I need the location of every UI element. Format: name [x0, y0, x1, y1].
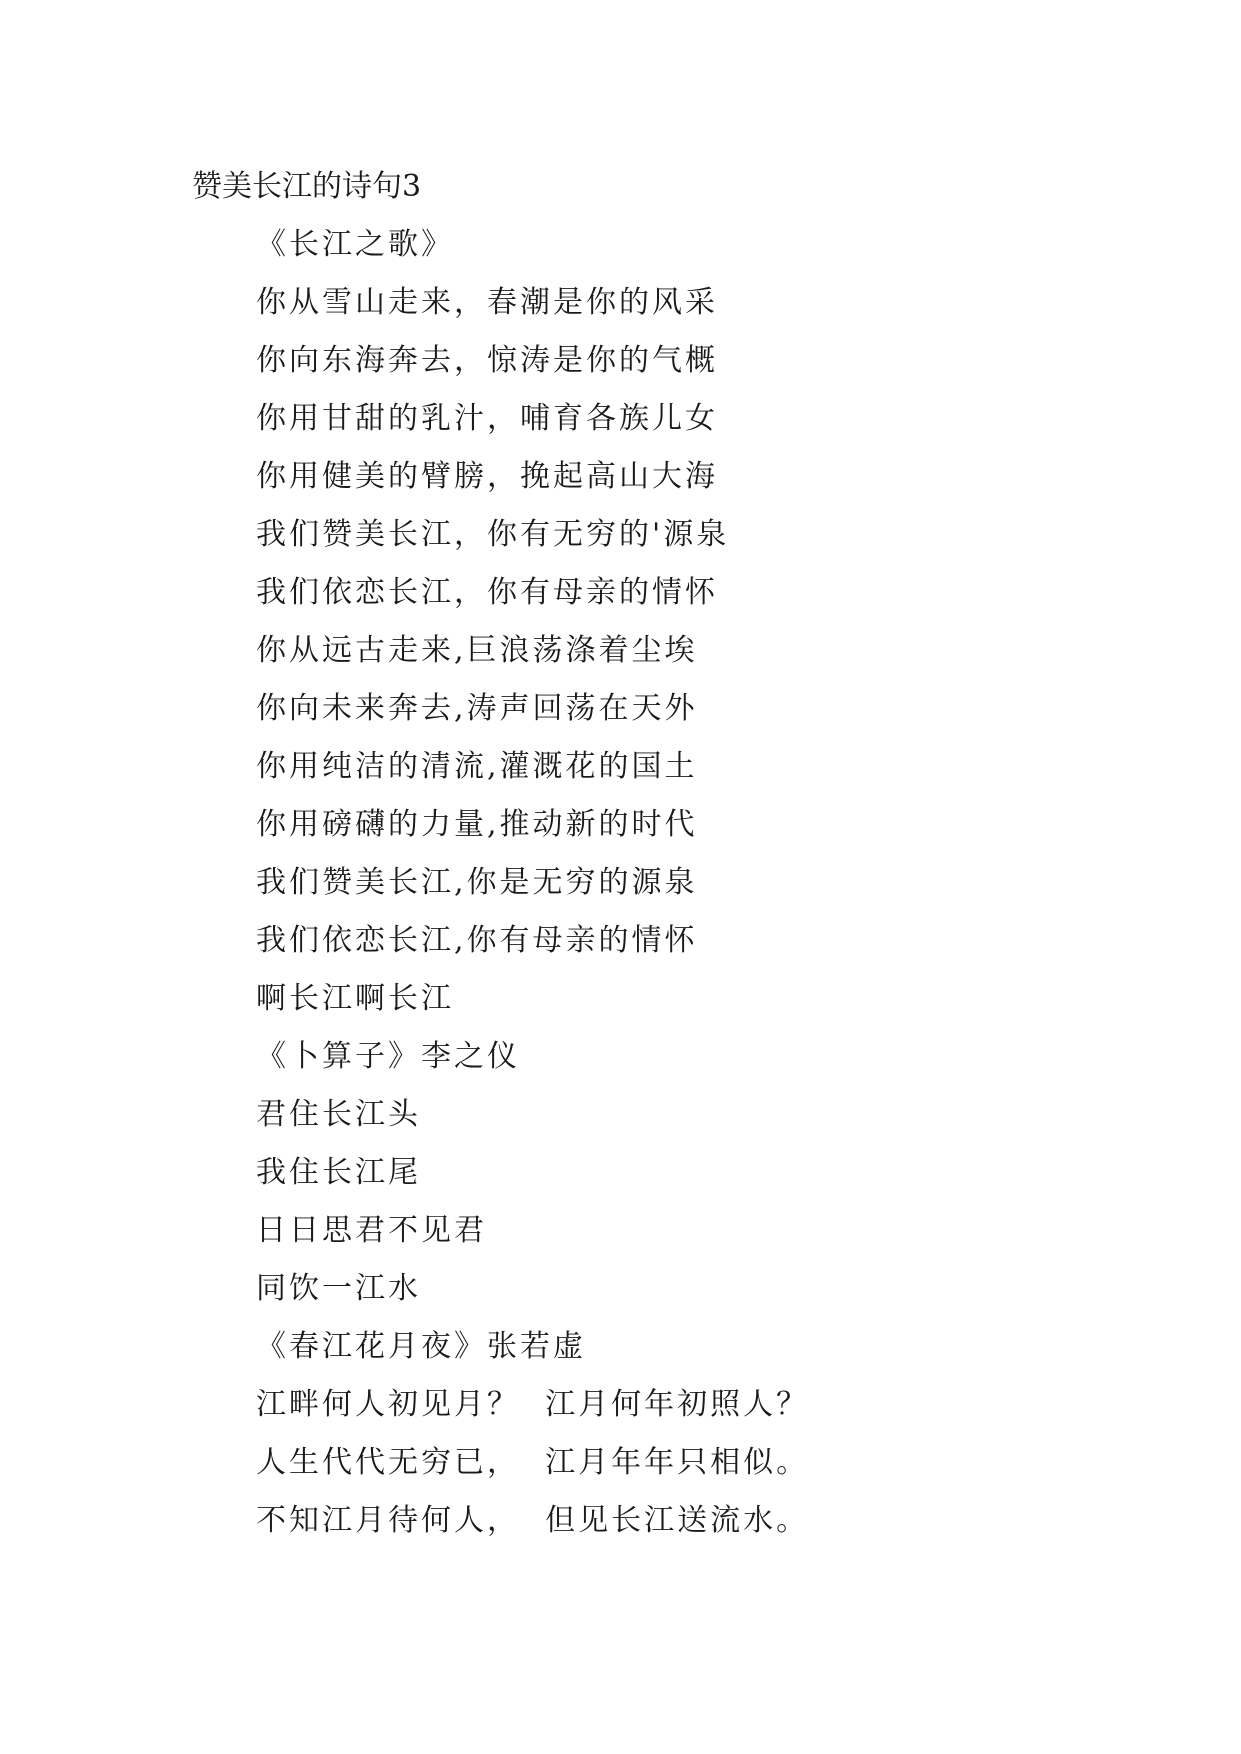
poem-line: 我们赞美长江，你有无穷的'源泉	[256, 517, 730, 552]
poem-line: 你用纯洁的清流,灌溉花的国土	[256, 749, 698, 784]
poem-line: 你从远古走来,巨浪荡涤着尘埃	[256, 633, 698, 668]
poem-line: 啊长江啊长江	[256, 981, 454, 1016]
poem-line: 你用甘甜的乳汁，哺育各族儿女	[256, 401, 718, 436]
poem-line: 《长江之歌》	[256, 227, 454, 262]
poem-line: 不知江月待何人， 但见长江送流水。	[256, 1503, 810, 1538]
poem-line: 你用磅礴的力量,推动新的时代	[256, 807, 698, 842]
poem-line: 我们赞美长江,你是无穷的源泉	[256, 865, 698, 900]
poem-line: 你向未来奔去,涛声回荡在天外	[256, 691, 698, 726]
poem-line: 《卜算子》李之仪	[256, 1039, 520, 1074]
poem-line: 君住长江头	[256, 1097, 421, 1132]
poem-line: 江畔何人初见月？ 江月何年初照人？	[256, 1387, 810, 1422]
poem-line: 人生代代无穷已， 江月年年只相似。	[256, 1445, 810, 1480]
poem-line: 你用健美的臂膀，挽起高山大海	[256, 459, 718, 494]
poem-lines	[256, 221, 809, 1555]
poem-line: 《春江花月夜》张若虚	[256, 1329, 586, 1364]
poem-line: 我们依恋长江，你有母亲的情怀	[256, 575, 718, 610]
document-title: 赞美长江的诗句3	[192, 169, 422, 204]
poem-line: 我们依恋长江,你有母亲的情怀	[256, 923, 698, 958]
poem-line: 你向东海奔去，惊涛是你的气概	[256, 343, 718, 378]
poem-line: 同饮一江水	[256, 1271, 421, 1306]
poem-line: 我住长江尾	[256, 1155, 421, 1190]
poem-line: 你从雪山走来，春潮是你的风采	[256, 285, 718, 320]
poem-line: 日日思君不见君	[256, 1213, 487, 1248]
